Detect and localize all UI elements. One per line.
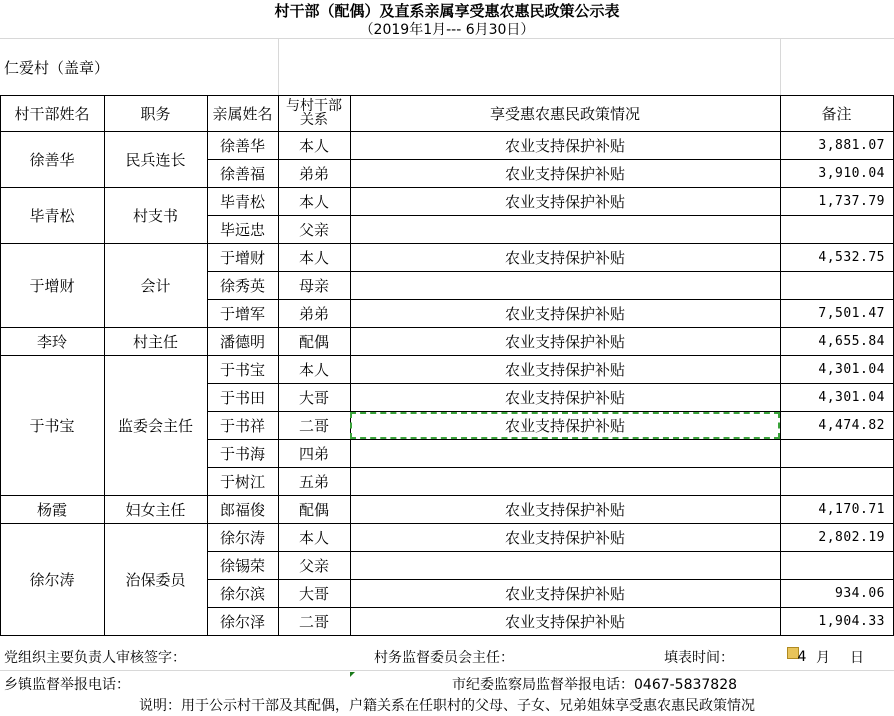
relative-name-cell: 于树江: [219, 472, 265, 491]
fill-time-digit: 4: [797, 649, 807, 665]
relation-cell: 大哥: [298, 388, 329, 407]
amount-cell: 3,881.07: [818, 137, 885, 153]
relative-name-cell: 于书海: [219, 444, 265, 463]
policy-cell: [350, 215, 780, 243]
header-relation-line2: 关系: [300, 112, 328, 128]
relative-name-cell: 毕远忠: [219, 220, 265, 239]
township-phone-label: 乡镇监督举报电话：: [4, 677, 130, 693]
policy-cell: 农业支持保护补贴: [504, 304, 625, 323]
header-remark: 备注: [821, 104, 852, 123]
amount-cell: 4,301.04: [818, 361, 885, 377]
policy-cell: 农业支持保护补贴: [504, 164, 625, 183]
selected-cell[interactable]: [350, 412, 780, 439]
amount-cell: 3,910.04: [818, 165, 885, 181]
relative-name-cell: 于书宝: [219, 360, 265, 379]
policy-cell: 农业支持保护补贴: [504, 136, 625, 155]
policy-cell: 农业支持保护补贴: [504, 416, 625, 435]
policy-cell: 农业支持保护补贴: [504, 248, 625, 267]
relative-name-cell: 于书田: [219, 388, 265, 407]
amount-cell: 7,501.47: [818, 305, 885, 321]
relative-name-cell: 徐尔滨: [219, 584, 265, 603]
amount-cell: [780, 467, 893, 495]
relative-name-cell: 毕青松: [219, 192, 265, 211]
amount-cell: 934.06: [835, 585, 885, 601]
position-cell: 治保委员: [125, 570, 186, 589]
relation-cell: 本人: [298, 360, 329, 379]
policy-cell: 农业支持保护补贴: [504, 584, 625, 603]
cell-marker-icon: [350, 672, 355, 677]
policy-cell: 农业支持保护补贴: [504, 500, 625, 519]
amount-cell: [780, 439, 893, 467]
cadre-name-cell: 徐尔涛: [29, 570, 75, 589]
policy-cell: 农业支持保护补贴: [504, 360, 625, 379]
relative-name-cell: 徐善华: [219, 136, 265, 155]
relation-cell: 五弟: [298, 472, 329, 491]
header-cadre-name: 村干部姓名: [14, 104, 90, 123]
city-phone-label: 市纪委监察局监督举报电话：0467-5837828: [452, 677, 738, 693]
cadre-name-cell: 毕青松: [29, 206, 75, 225]
relation-cell: 二哥: [298, 416, 329, 435]
amount-cell: [780, 271, 893, 299]
amount-cell: 4,170.71: [818, 501, 885, 517]
policy-cell: 农业支持保护补贴: [504, 332, 625, 351]
policy-cell: [350, 439, 780, 467]
relative-name-cell: 徐锡荣: [219, 556, 265, 575]
relative-name-cell: 徐善福: [219, 164, 265, 183]
position-cell: 民兵连长: [125, 150, 186, 169]
amount-cell: 4,532.75: [818, 249, 885, 265]
relation-cell: 本人: [298, 528, 329, 547]
relation-cell: 父亲: [298, 556, 329, 575]
policy-cell: 农业支持保护补贴: [504, 192, 625, 211]
header-relation: [278, 95, 350, 131]
header-position: 职务: [140, 104, 171, 123]
policy-cell: 农业支持保护补贴: [504, 528, 625, 547]
amount-cell: 4,655.84: [818, 333, 885, 349]
relation-cell: 弟弟: [298, 164, 329, 183]
policy-cell: [350, 551, 780, 579]
relation-cell: 配偶: [298, 500, 329, 519]
policy-cell: 农业支持保护补贴: [504, 612, 625, 631]
relative-name-cell: 徐尔涛: [219, 528, 265, 547]
relation-cell: 本人: [298, 248, 329, 267]
cadre-name-cell: 李玲: [36, 332, 67, 351]
position-cell: 监委会主任: [117, 416, 193, 435]
amount-cell: 1,737.79: [818, 193, 885, 209]
position-cell: 妇女主任: [125, 500, 186, 519]
page-title: 村干部（配偶）及直系亲属享受惠农惠民政策公示表: [274, 1, 620, 20]
relation-cell: 四弟: [298, 444, 329, 463]
cadre-name-cell: 于书宝: [29, 416, 75, 435]
cadre-name-cell: 杨霞: [36, 500, 67, 519]
relative-name-cell: 徐尔泽: [219, 612, 265, 631]
amount-cell: 1,904.33: [818, 613, 885, 629]
relative-name-cell: 于增军: [219, 304, 265, 323]
policy-cell: [350, 271, 780, 299]
amount-cell: 2,802.19: [818, 529, 885, 545]
fill-time-label: 填表时间：: [664, 650, 734, 666]
relation-cell: 父亲: [298, 220, 329, 239]
position-cell: 村支书: [132, 206, 178, 225]
relative-name-cell: 于书祥: [219, 416, 265, 435]
position-cell: 会计: [140, 276, 171, 295]
relation-cell: 配偶: [298, 332, 329, 351]
relation-cell: 弟弟: [298, 304, 329, 323]
page-subtitle: （2019年1月--- 6月30日）: [359, 22, 535, 38]
relative-name-cell: 徐秀英: [219, 276, 265, 295]
header-policy: 享受惠农惠民政策情况: [489, 104, 640, 123]
relation-cell: 大哥: [298, 584, 329, 603]
month-label: 月: [816, 650, 830, 666]
supervision-sign-label: 村务监督委员会主任：: [374, 650, 514, 666]
relation-cell: 本人: [298, 136, 329, 155]
party-sign-label: 党组织主要负责人审核签字：: [4, 650, 186, 666]
amount-cell: [780, 215, 893, 243]
policy-cell: [350, 467, 780, 495]
day-label: 日: [850, 650, 864, 666]
relative-name-cell: 潘德明: [219, 332, 265, 351]
cadre-name-cell: 于增财: [29, 276, 75, 295]
relation-cell: 二哥: [298, 612, 329, 631]
relation-cell: 母亲: [298, 276, 329, 295]
position-cell: 村主任: [132, 332, 178, 351]
relative-name-cell: 郎福俊: [219, 500, 265, 519]
relation-cell: 本人: [298, 192, 329, 211]
amount-cell: [780, 551, 893, 579]
village-label: 仁爱村（盖章）: [4, 58, 110, 77]
header-relative-name: 亲属姓名: [212, 104, 273, 123]
policy-cell: 农业支持保护补贴: [504, 388, 625, 407]
header-relation-line1: 与村干部: [286, 98, 342, 114]
amount-cell: 4,301.04: [818, 389, 885, 405]
relative-name-cell: 于增财: [219, 248, 265, 267]
note-text: 说明：用于公示村干部及其配偶，户籍关系在任职村的父母、子女、兄弟姐妹享受惠农惠民政策情况: [139, 698, 755, 714]
cadre-name-cell: 徐善华: [29, 150, 75, 169]
amount-cell: 4,474.82: [818, 417, 885, 433]
